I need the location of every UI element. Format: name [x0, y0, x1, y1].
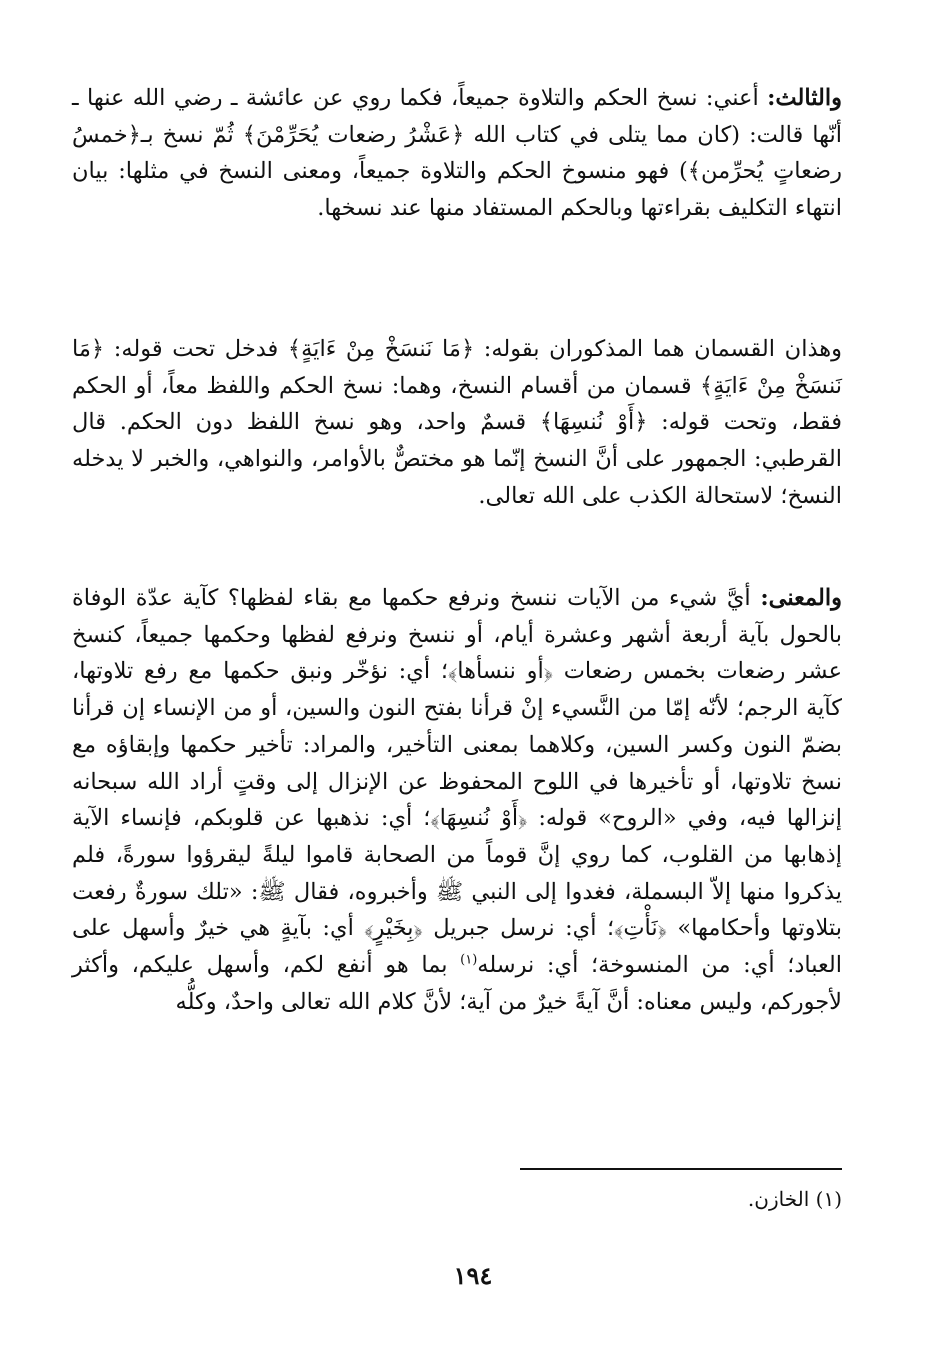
paragraph-body-part-2: بما هو أنفع لكم، وأسهل عليكم، وأكثر لأجوركم، وليس معناه: أنَّ آيةً خيرٌ من آية؛ لأنَّ كلام الله تعالى واحدٌ، وكلُّه	[72, 952, 842, 1015]
paragraph-meaning	[72, 580, 842, 1020]
paragraph-lead-meaning: والمعنى:	[760, 585, 842, 611]
paragraph-lead-third: والثالث:	[767, 85, 842, 111]
paragraph-two-types	[72, 331, 842, 515]
footnote-divider	[520, 1168, 842, 1170]
paragraph-body: وهذان القسمان هما المذكوران بقوله: ﴿مَا نَنسَخْ مِنْ ءَايَةٍ﴾ فدخل تحت قوله: ﴿مَا نَنسَخْ مِنْ ءَايَةٍ﴾ قسمان من أقسام النسخ، وهما: نسخ الحكم واللفظ معاً، أو الحكم فقط، وتحت قوله: ﴿أَوْ نُنسِهَا﴾ قسمٌ واحد، وهو نسخ اللفظ دون الحكم. قال القرطبي: الجمهور على أنَّ النسخ إنّما هو مختصٌّ بالأوامر، والنواهي، والخبر لا يدخله النسخ؛ لاستحالة الكذب على الله تعالى.	[72, 336, 842, 509]
footnote-marker: (١)	[460, 952, 478, 968]
paragraph-third-type	[72, 80, 842, 227]
paragraph-body: أعني: نسخ الحكم والتلاوة جميعاً، فكما روي عن عائشة ـ رضي الله عنها ـ أنّها قالت: (كان مما يتلى في كتاب الله ﴿عَشْرُ رضعات يُحَرِّمْنَ﴾ ثُمّ نسخ بـ﴿خمسُ رضعاتٍ يُحرِّمن﴾) فهو منسوخ الحكم والتلاوة جميعاً، ومعنى النسخ في مثلها: بيان انتهاء التكليف بقراءتها وبالحكم المستفاد منها عند نسخها.	[72, 85, 842, 222]
footnote: (١) الخازن.	[747, 1187, 842, 1211]
page-number: ١٩٤	[453, 1261, 493, 1290]
paragraph-body-part-1: أيَّ شيء من الآيات ننسخ ونرفع حكمها مع بقاء لفظها؟ كآية عدّة الوفاة بالحول بآية أربعة أشهر وعشرة أيام، أو ننسخ ونرفع لفظها وحكمها جميعاً، كنسخ عشر رضعات بخمس رضعات ﴿أو ننسأها﴾؛ أي: نؤخّر ونبق حكمها مع رفع تلاوتها، كآية الرجم؛ لأنّه إمّا من النَّسيء إنْ قرأنا بفتح النون والسين، أو من الإنساء إن قرأنا بضمّ النون وكسر السين، وكلاهما بمعنى التأخير، والمراد: تأخير حكمها وإبقاؤه مع نسخ تلاوتها، أو تأخيرها في اللوح المحفوظ عن الإنزال إلى وقتٍ أراد الله سبحانه إنزالها فيه، وفي «الروح» قوله: ﴿أَوْ نُنسِهَا﴾؛ أي: نذهبها عن قلوبكم، فإنساء الآية إذهابها من القلوب، كما روي إنَّ قوماً من الصحابة قاموا ليلةً ليقرؤوا سورةً، فلم يذكروا منها إلاّ البسملة، فغدوا إلى النبي ﷺ وأخبروه، فقال ﷺ: «تلك سورةٌ رفعت بتلاوتها وأحكامها» ﴿نَأْتِ﴾؛ أي: نرسل جبريل ﴿بِخَيْرٍ﴾ أي: بآيةٍ هي خيرٌ وأسهل على العباد؛ أي: من المنسوخة؛ أي: نرسله	[72, 585, 842, 979]
